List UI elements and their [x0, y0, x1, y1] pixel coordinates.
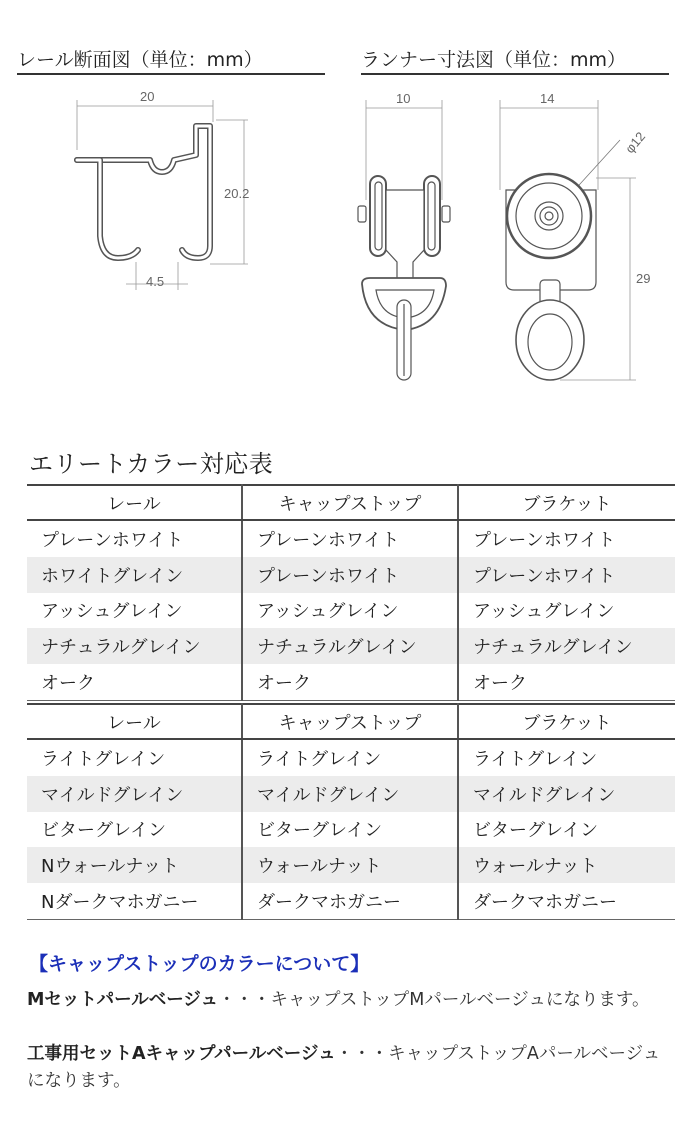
runner-side-view-drawing	[358, 100, 450, 380]
cell-rail: プレーンホワイト	[41, 529, 184, 551]
table-row	[27, 739, 675, 776]
cell-bracket: オーク	[458, 664, 675, 700]
table-row	[27, 520, 675, 557]
rail-height-label: 20.2	[224, 186, 250, 201]
cell-capstop: ビターグレイン	[242, 812, 458, 848]
table-header-row	[27, 485, 675, 520]
runner-front-width-label: 14	[540, 91, 555, 106]
cell-capstop: マイルドグレイン	[242, 776, 458, 812]
table-row	[27, 593, 675, 629]
rail-cross-section-drawing	[77, 100, 248, 290]
cell-capstop: ダークマホガニー	[242, 883, 458, 919]
cell-capstop: オーク	[242, 664, 458, 700]
cell-bracket: ライトグレイン	[458, 739, 675, 776]
cell-capstop: プレーンホワイト	[242, 557, 458, 593]
cell-bracket: ナチュラルグレイン	[458, 628, 675, 664]
cell-capstop: ウォールナット	[242, 847, 458, 883]
table-row	[27, 847, 675, 883]
color-table-group-1	[27, 484, 675, 701]
runner-height-label: 29	[636, 271, 651, 286]
cell-rail: ビターグレイン	[41, 820, 167, 842]
table-row	[27, 883, 675, 919]
table-header-row	[27, 704, 675, 739]
cell-capstop: プレーンホワイト	[242, 520, 458, 557]
cell-rail: Nウォールナット	[27, 847, 242, 883]
runner-section-title: ランナー寸法図（単位：mm）	[361, 49, 627, 71]
table-row	[27, 664, 675, 700]
note-1-text: ・・・キャップストップMパールベージュになります。	[218, 990, 650, 1010]
cell-bracket: マイルドグレイン	[458, 776, 675, 812]
table-row	[27, 812, 675, 848]
capstop-color-note-heading: 【キャップストップのカラーについて】	[29, 953, 370, 975]
cell-rail: ライトグレイン	[41, 748, 166, 770]
header-capstop: キャップストップ	[242, 704, 458, 739]
cell-capstop: ナチュラルグレイン	[242, 628, 458, 664]
cell-rail: アッシュグレイン	[41, 601, 183, 623]
cell-capstop: アッシュグレイン	[242, 593, 458, 629]
runner-side-width-label: 10	[396, 91, 411, 106]
capstop-color-note-2	[27, 1041, 677, 1095]
table-row	[27, 628, 675, 664]
capstop-color-note-1	[27, 987, 677, 1014]
cell-bracket: ウォールナット	[458, 847, 675, 883]
cell-capstop: ライトグレイン	[242, 739, 458, 776]
cell-bracket: プレーンホワイト	[458, 520, 675, 557]
color-table-group-2	[27, 703, 675, 920]
header-bracket: ブラケット	[458, 485, 675, 520]
header-rail: レール	[27, 485, 242, 520]
header-rail: レール	[27, 704, 242, 739]
note-2-text: ・・・キャップストップAパールベージュになります。	[27, 1044, 661, 1091]
rail-section-title: レール断面図（単位：mm）	[17, 49, 263, 71]
cell-bracket: アッシュグレイン	[458, 593, 675, 629]
note-2-bold: 工事用セットAキャップパールベージュ	[27, 1044, 336, 1064]
color-table-title: エリートカラー対応表	[29, 450, 274, 478]
cell-bracket: プレーンホワイト	[458, 557, 675, 593]
header-capstop: キャップストップ	[242, 485, 458, 520]
cell-rail: ナチュラルグレイン	[27, 628, 242, 664]
cell-rail: Nダークマホガニー	[27, 883, 242, 919]
rail-gap-label: 4.5	[146, 274, 165, 289]
runner-front-view-drawing	[500, 100, 636, 380]
cell-rail: オーク	[27, 664, 242, 700]
header-bracket: ブラケット	[458, 704, 675, 739]
cell-rail: マイルドグレイン	[27, 776, 242, 812]
note-1-bold: Mセットパールベージュ	[27, 990, 219, 1010]
runner-wheel-diameter-label: φ12	[622, 128, 649, 157]
rail-width-label: 20	[140, 89, 155, 104]
table-row	[27, 776, 675, 812]
cell-bracket: ビターグレイン	[458, 812, 675, 848]
cell-bracket: ダークマホガニー	[458, 883, 675, 919]
table-row	[27, 557, 675, 593]
cell-rail: ホワイトグレイン	[27, 557, 242, 593]
technical-drawings	[0, 0, 700, 420]
